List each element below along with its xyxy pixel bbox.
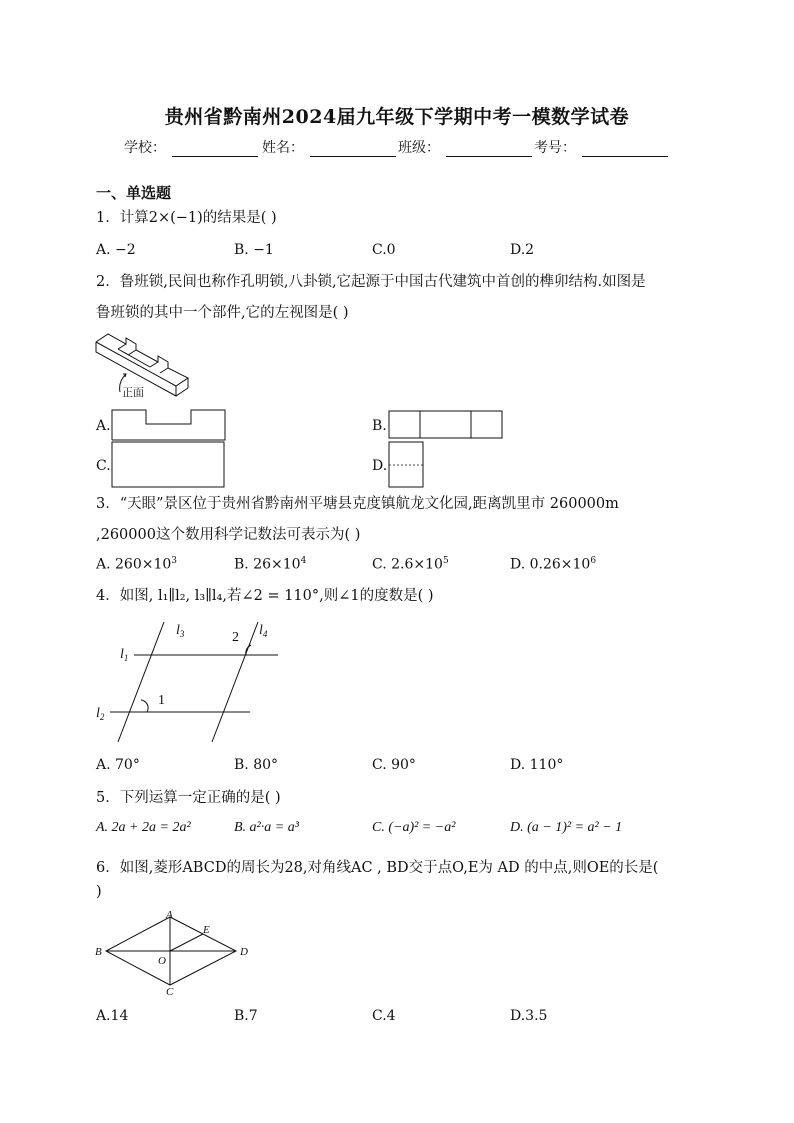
q1-option-d: D.2 bbox=[510, 242, 535, 258]
info-examno bbox=[534, 137, 668, 157]
q4-option-c: C. 90° bbox=[372, 757, 416, 773]
q2-option-d: D. bbox=[372, 458, 388, 474]
q3-option-a-base: A. 260×10 bbox=[96, 556, 172, 573]
q3-option-c-base: C. 2.6×10 bbox=[372, 556, 443, 573]
section-heading: 一、单选题 bbox=[96, 184, 172, 202]
q3-stem-line1: 3．“天眼”景区位于贵州省黔南州平塘县克度镇航龙文化园,距离凯里市 260000m bbox=[96, 496, 619, 512]
info-name bbox=[262, 137, 396, 157]
q5-option-b: B. a²·a = a³ bbox=[234, 820, 299, 835]
q4-parallel-lines-figure bbox=[92, 614, 302, 748]
q4-label-l3: l bbox=[176, 623, 180, 638]
q4-angle2-arc bbox=[246, 645, 251, 655]
q6-option-a: A.14 bbox=[96, 1008, 129, 1024]
info-school-blank bbox=[172, 142, 258, 157]
q6-label-a: A bbox=[166, 909, 173, 921]
info-school-label: 学校： bbox=[124, 140, 166, 156]
q3-option-a bbox=[96, 556, 177, 573]
q2-figure-label: 正面 bbox=[122, 387, 144, 399]
q4-label-l2: l bbox=[96, 706, 100, 721]
q2-option-b: B. bbox=[372, 418, 387, 434]
q4-option-b: B. 80° bbox=[234, 757, 279, 773]
info-class-blank bbox=[446, 142, 532, 157]
exam-title: 贵州省黔南州2024届九年级下学期中考一模数学试卷 bbox=[164, 106, 630, 128]
q2-option-a-figure bbox=[111, 408, 227, 442]
q4-stem: 4．如图, l₁∥l₂, l₃∥l₄,若∠2 = 110°,则∠1的度数是( ) bbox=[96, 588, 434, 604]
q3-stem-line2: ,260000这个数用科学记数法可表示为( ) bbox=[96, 527, 361, 543]
q1-stem: 1．计算2×(−1)的结果是( ) bbox=[96, 210, 277, 226]
q2-lock-figure bbox=[92, 330, 202, 400]
q4-angle1-arc bbox=[141, 700, 148, 712]
q5-option-a: A. 2a + 2a = 2a² bbox=[96, 820, 191, 835]
q2-stem-line1: 2．鲁班锁,民间也称作孔明锁,八卦锁,它起源于中国古代建筑中首创的榫卯结构.如图是 bbox=[96, 274, 646, 290]
q3-option-c-exp: 5 bbox=[442, 556, 449, 566]
q2-option-c-figure bbox=[111, 441, 227, 489]
svg-text:l2 bbox=[96, 706, 105, 722]
q1-option-a: A. −2 bbox=[96, 242, 136, 258]
q1-option-b: B. −1 bbox=[234, 242, 274, 258]
q5-option-c: C. (−a)² = −a² bbox=[372, 820, 456, 835]
q3-option-d bbox=[510, 556, 596, 573]
q6-option-d: D.3.5 bbox=[510, 1008, 548, 1024]
info-school bbox=[124, 137, 258, 157]
q3-option-b bbox=[234, 556, 306, 573]
q3-option-d-exp: 6 bbox=[590, 556, 597, 566]
q6-rhombus-figure bbox=[92, 908, 252, 998]
info-class bbox=[398, 137, 532, 157]
info-name-blank bbox=[310, 142, 396, 157]
q4-label-angle1: 1 bbox=[158, 693, 165, 708]
q6-label-d: D bbox=[240, 946, 248, 958]
info-class-label: 班级： bbox=[398, 140, 440, 156]
svg-text:l4 bbox=[259, 623, 268, 639]
q1-option-c: C.0 bbox=[372, 242, 396, 258]
q5-stem: 5．下列运算一定正确的是( ) bbox=[96, 790, 281, 806]
q6-option-b: B.7 bbox=[234, 1008, 258, 1024]
q2-stem-line2: 鲁班锁的其中一个部件,它的左视图是( ) bbox=[96, 305, 349, 321]
q6-stem-line1: 6．如图,菱形ABCD的周长为28,对角线AC , BD交于点O,E为 AD 的中点,则OE的长是( bbox=[96, 860, 659, 876]
q4-label-angle2: 2 bbox=[232, 630, 239, 645]
q3-option-c bbox=[372, 556, 449, 573]
q6-label-b: B bbox=[95, 946, 102, 958]
info-name-label: 姓名： bbox=[262, 140, 304, 156]
q6-label-c: C bbox=[166, 986, 174, 998]
q4-label-l4: l bbox=[259, 623, 263, 638]
q3-option-a-exp: 3 bbox=[171, 556, 178, 566]
q2-option-d-figure bbox=[388, 441, 426, 489]
q2-option-a: A. bbox=[96, 418, 111, 434]
q6-segment-oe bbox=[170, 934, 203, 951]
q6-option-c: C.4 bbox=[372, 1008, 396, 1024]
q4-label-l4-sub: 4 bbox=[262, 629, 268, 639]
svg-text:l1 bbox=[120, 647, 128, 663]
q3-option-b-base: B. 26×10 bbox=[234, 556, 301, 573]
q5-option-d: D. (a − 1)² = a² − 1 bbox=[510, 820, 623, 835]
svg-text:l3 bbox=[176, 623, 185, 639]
q4-label-l1-sub: 1 bbox=[123, 653, 129, 663]
q4-line-l3 bbox=[118, 622, 164, 742]
info-examno-label: 考号： bbox=[534, 140, 576, 156]
q2-option-b-figure bbox=[388, 410, 504, 440]
q4-option-a: A. 70° bbox=[96, 757, 140, 773]
q4-label-l2-sub: 2 bbox=[99, 712, 105, 722]
q3-option-b-exp: 4 bbox=[300, 556, 307, 566]
q3-option-d-base: D. 0.26×10 bbox=[510, 556, 591, 573]
q6-stem-line2: ) bbox=[96, 884, 102, 900]
q2-option-c: C. bbox=[96, 458, 111, 474]
q4-label-l1: l bbox=[120, 647, 124, 662]
info-examno-blank bbox=[582, 142, 668, 157]
q6-label-o: O bbox=[158, 955, 166, 967]
q4-option-d: D. 110° bbox=[510, 757, 564, 773]
q6-label-e: E bbox=[203, 924, 210, 936]
q4-label-l3-sub: 3 bbox=[179, 629, 185, 639]
